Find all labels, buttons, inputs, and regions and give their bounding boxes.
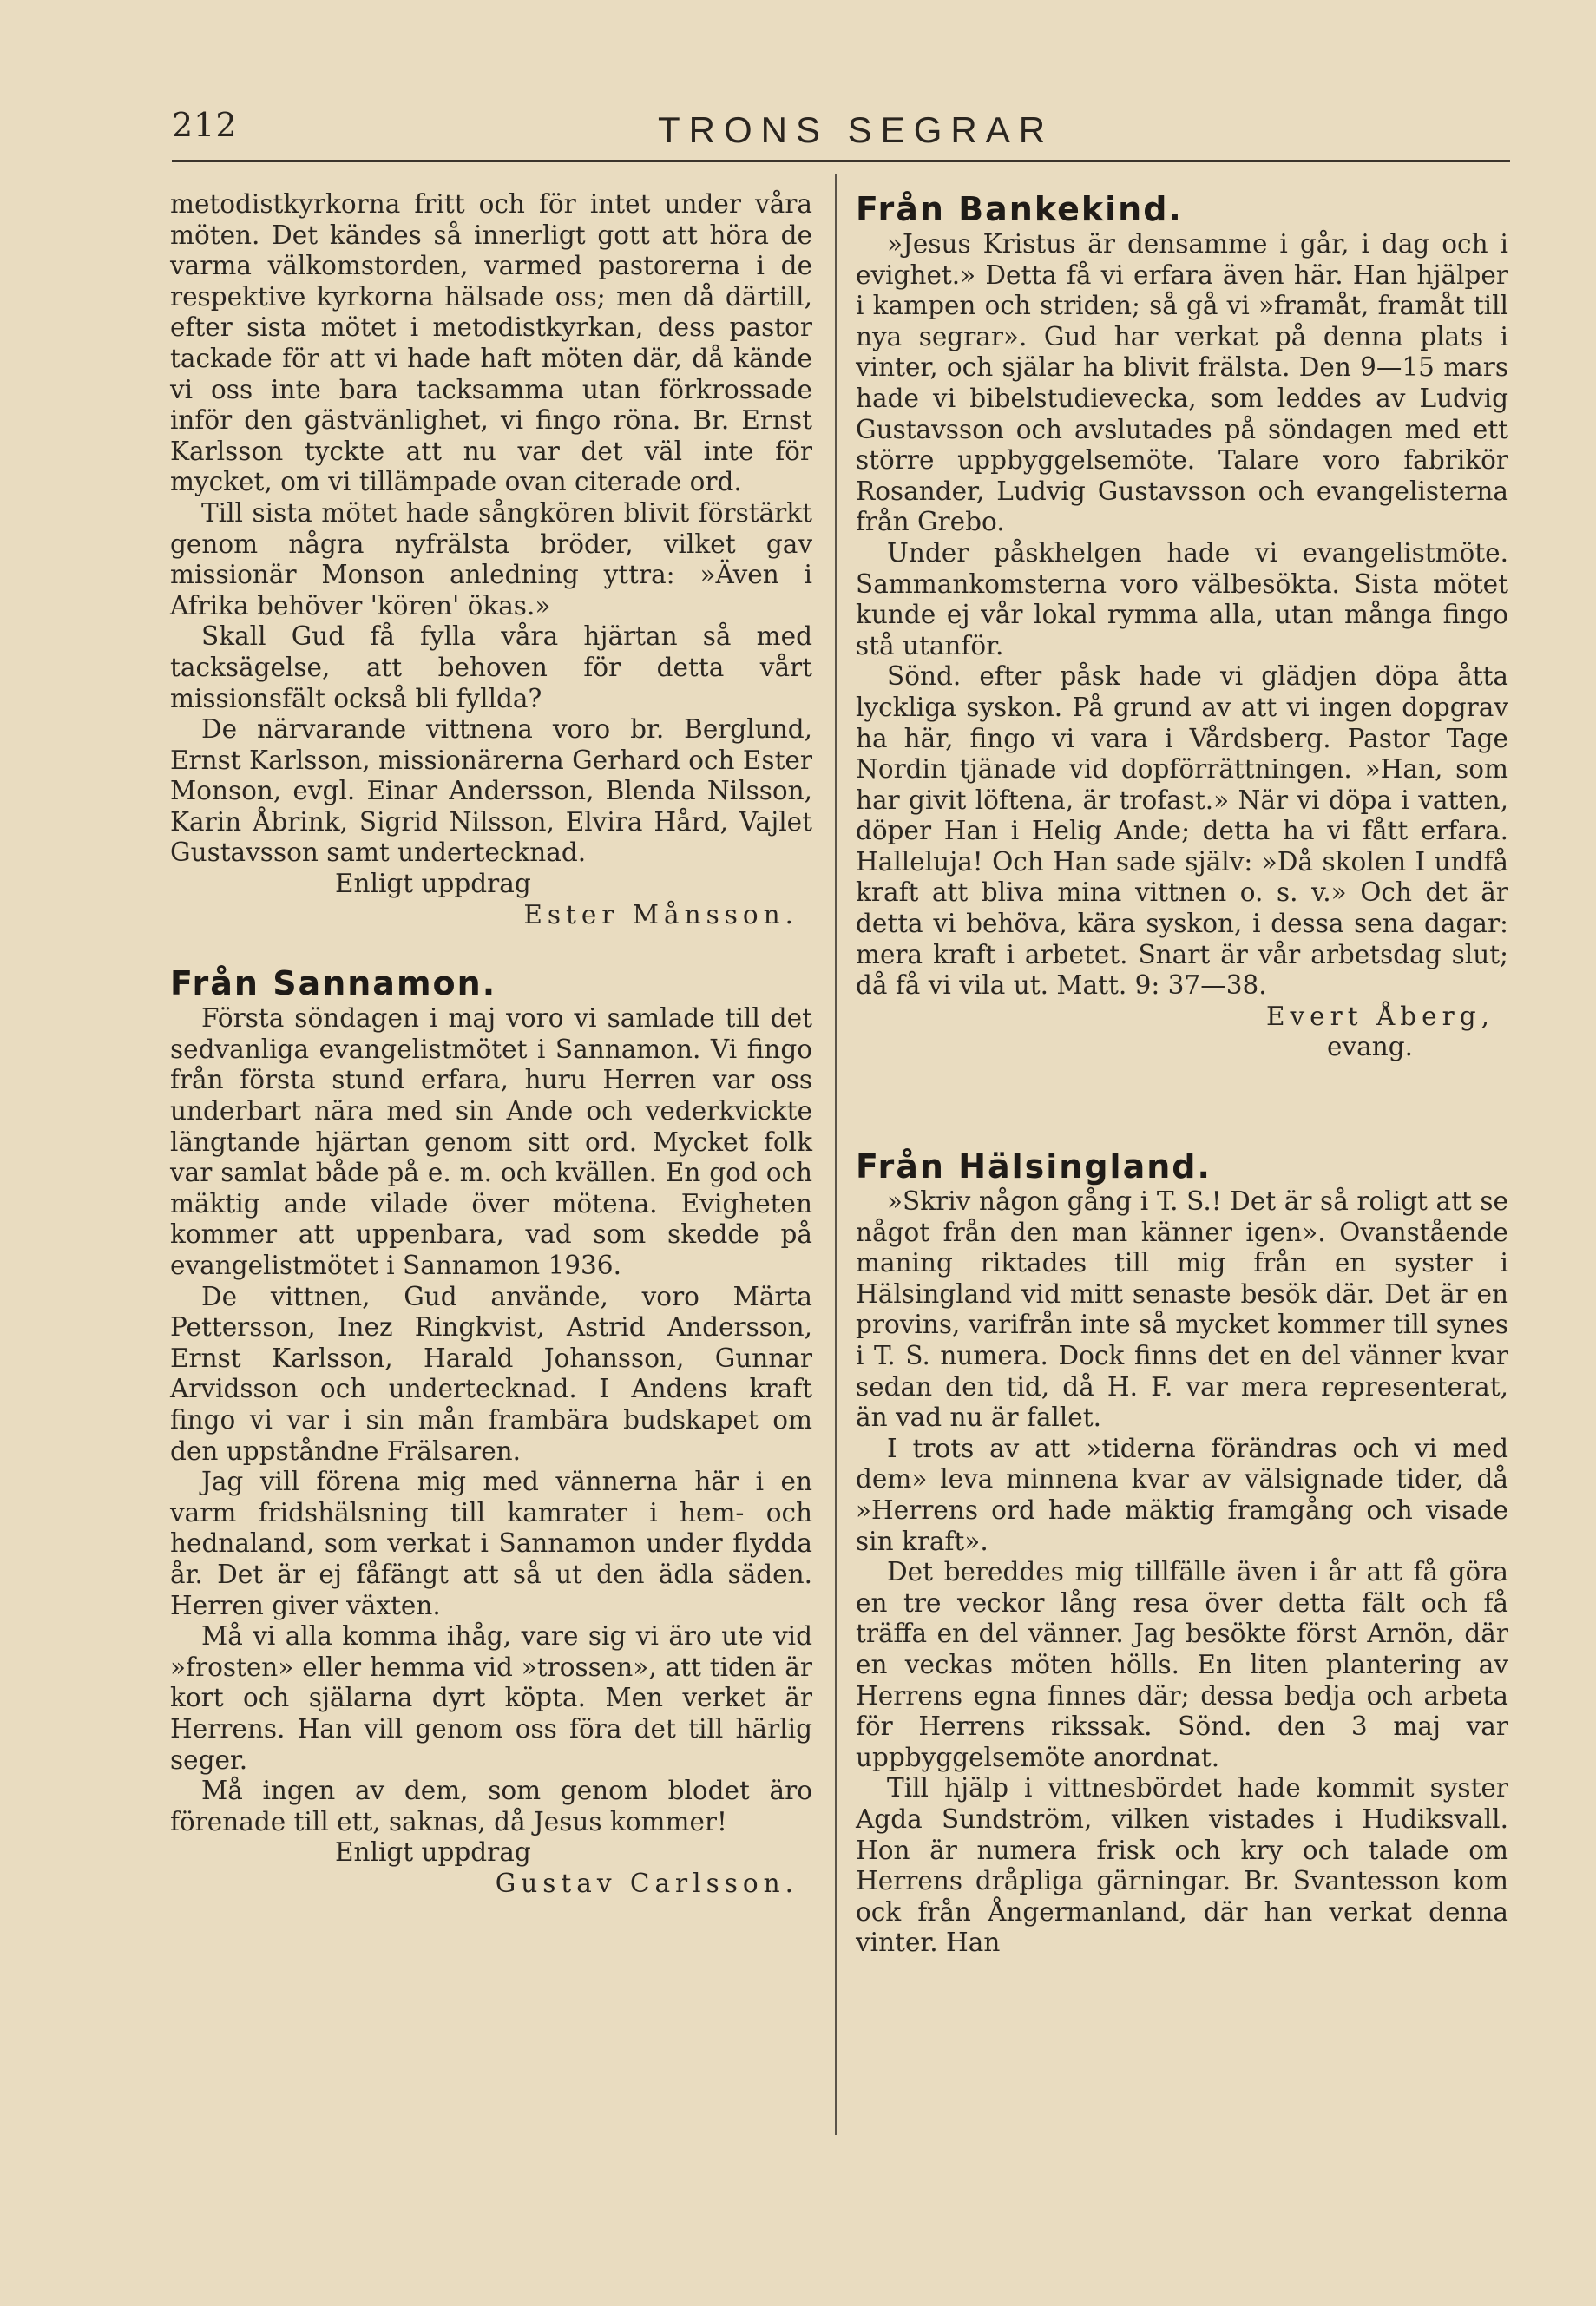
article-paragraph: Under påskhelgen hade vi evangelistmöte. Sammankomsterna voro välbesökta. Sista mötet kunde ej vår lokal rymma alla, utan många fingo stå utanför. bbox=[856, 537, 1508, 660]
signature: Gustav Carlsson. bbox=[495, 1868, 798, 1898]
page-number: 212 bbox=[172, 106, 238, 144]
running-title: TRONS SEGRAR bbox=[658, 109, 1054, 150]
article-heading-bankekind: Från Bankekind. bbox=[856, 190, 1183, 228]
article-paragraph: De närvarande vittnena voro br. Berglund, Ernst Karlsson, missionärerna Gerhard och Ester Monson, evgl. Einar Andersson, Blenda Nilsson, Karin Åbrink, Sigrid Nilsson, Elvira Hård, Vajlet Gustavsson samt undertecknad. bbox=[170, 714, 812, 868]
article-paragraph: Jag vill förena mig med vännerna här i en varm fridshälsning till kamrater i hem- och hednaland, som verkat i Sannamon under flydda år. Det är ej fåfängt att så ut den ädla säden. Herren giver växten. bbox=[170, 1467, 812, 1620]
commission-line: Enligt uppdrag bbox=[335, 869, 531, 899]
right-column bbox=[856, 189, 1508, 1959]
commission-line: Enligt uppdrag bbox=[335, 1837, 531, 1868]
article-paragraph: Skall Gud få fylla våra hjärtan så med tacksägelse, att behoven för detta vårt missionsfält också bli fyllda? bbox=[170, 621, 812, 713]
article-paragraph: Sönd. efter påsk hade vi glädjen döpa åtta lyckliga syskon. På grund av att vi ingen dopgrav ha här, fingo vi vara i Vårdsberg. Pastor Tage Nordin tjänade vid dopförrättningen. »Han, som har givit löftena, är trofast.» När vi döpa i vatten, döper Han i Helig Ande; detta ha vi fått erfara. Halleluja! Och Han sade själv: »Då skolen I undfå kraft att bliva mina vittnen o. s. v.» Och det är detta vi behöva, kära syskon, i dessa sena dagar: mera kraft i arbetet. Snart är vår arbetsdag slut; då få vi vila ut. Matt. 9: 37—38. bbox=[856, 661, 1508, 1001]
article-paragraph: metodistkyrkorna fritt och för intet under våra möten. Det kändes så innerligt gott att höra de varma välkomstorden, varmed pastorerna i de respektive kyrkorna hälsade oss; men då därtill, efter sista mötet i metodistkyrkan, dess pastor tackade för att vi hade haft möten där, då kände vi oss inte bara tacksamma utan förkrossade inför den gästvänlighet, vi fingo röna. Br. Ernst Karlsson tyckte att nu var det väl inte för mycket, om vi tillämpade ovan citerade ord. bbox=[170, 189, 812, 497]
left-column bbox=[170, 189, 812, 1899]
article-paragraph: Må ingen av dem, som genom blodet äro förenade till ett, saknas, då Jesus kommer! bbox=[170, 1776, 812, 1836]
article-paragraph: Första söndagen i maj voro vi samlade till det sedvanliga evangelistmötet i Sannamon. Vi fingo från första stund erfara, huru Herren var oss underbart nära med sin Ande och vederkvickte längtande hjärtan genom sitt ord. Mycket folk var samlat både på e. m. och kvällen. En god och mäktig ande vilade över mötena. Evigheten kommer att uppenbara, vad som skedde på evangelistmötet i Sannamon 1936. bbox=[170, 1003, 812, 1280]
article-paragraph: Till hjälp i vittnesbördet hade kommit syster Agda Sundström, vilken vistades i Hudiksvall. Hon är numera frisk och kry och talade om Herrens dråpliga gärningar. Br. Svantesson kom ock från Ångermanland, där han verkat denna vinter. Han bbox=[856, 1773, 1508, 1958]
signature-role: evang. bbox=[1327, 1032, 1413, 1062]
signature: Evert Åberg, bbox=[1265, 1001, 1494, 1031]
article-paragraph: »Skriv någon gång i T. S.! Det är så roligt att se något från den man känner igen». Ovanstående maning riktades till mig från en syster i Hälsingland vid mitt senaste besök där. Det är en provins, varifrån inte så mycket kommer till synes i T. S. numera. Dock finns det en del vänner kvar sedan den tid, då H. F. var mera representerat, än vad nu är fallet. bbox=[856, 1186, 1508, 1433]
article-heading-halsingland: Från Hälsingland. bbox=[856, 1147, 1212, 1186]
page-header bbox=[172, 102, 1510, 162]
article-paragraph: »Jesus Kristus är densamme i går, i dag och i evighet.» Detta få vi erfara även här. Han hjälper i kampen och striden; så gå vi »framåt, framåt till nya segrar». Gud har verkat på denna plats i vinter, och själar ha blivit frälsta. Den 9—15 mars hade vi bibelstudievecka, som leddes av Ludvig Gustavsson och avslutades på söndagen med ett större uppbyggelsemöte. Talare voro fabrikör Rosander, Ludvig Gustavsson och evangelisterna från Grebo. bbox=[856, 229, 1508, 537]
article-paragraph: Må vi alla komma ihåg, vare sig vi äro ute vid »frosten» eller hemma vid »trossen», att tiden är kort och själarna dyrt köpta. Men verket är Herrens. Han vill genom oss föra det till härlig seger. bbox=[170, 1621, 812, 1775]
article-paragraph: Till sista mötet hade sångkören blivit förstärkt genom några nyfrälsta bröder, vilket gav missionär Monson anledning yttra: »Även i Afrika behöver 'kören' ökas.» bbox=[170, 497, 812, 621]
article-heading-sannamon: Från Sannamon. bbox=[170, 964, 497, 1003]
article-paragraph: Det bereddes mig tillfälle även i år att få göra en tre veckor lång resa över detta fält och få träffa en del vänner. Jag besökte först Arnön, där en veckas möten hölls. En liten plantering av Herrens egna finnes där; dessa bedja och arbeta för Herrens rikssak. Sönd. den 3 maj var uppbyggelsemöte anordnat. bbox=[856, 1557, 1508, 1772]
signature: Ester Månsson. bbox=[523, 899, 798, 930]
article-paragraph: De vittnen, Gud använde, voro Märta Pettersson, Inez Ringkvist, Astrid Andersson, Ernst Karlsson, Harald Johansson, Gunnar Arvidsson och undertecknad. I Andens kraft fingo vi var i sin mån frambära budskapet om den uppståndne Frälsaren. bbox=[170, 1281, 812, 1466]
article-paragraph: I trots av att »tiderna förändras och vi med dem» leva minnena kvar av välsignade tider, då »Herrens ord hade mäktig framgång och visade sin kraft». bbox=[856, 1433, 1508, 1556]
column-divider bbox=[835, 174, 837, 2135]
